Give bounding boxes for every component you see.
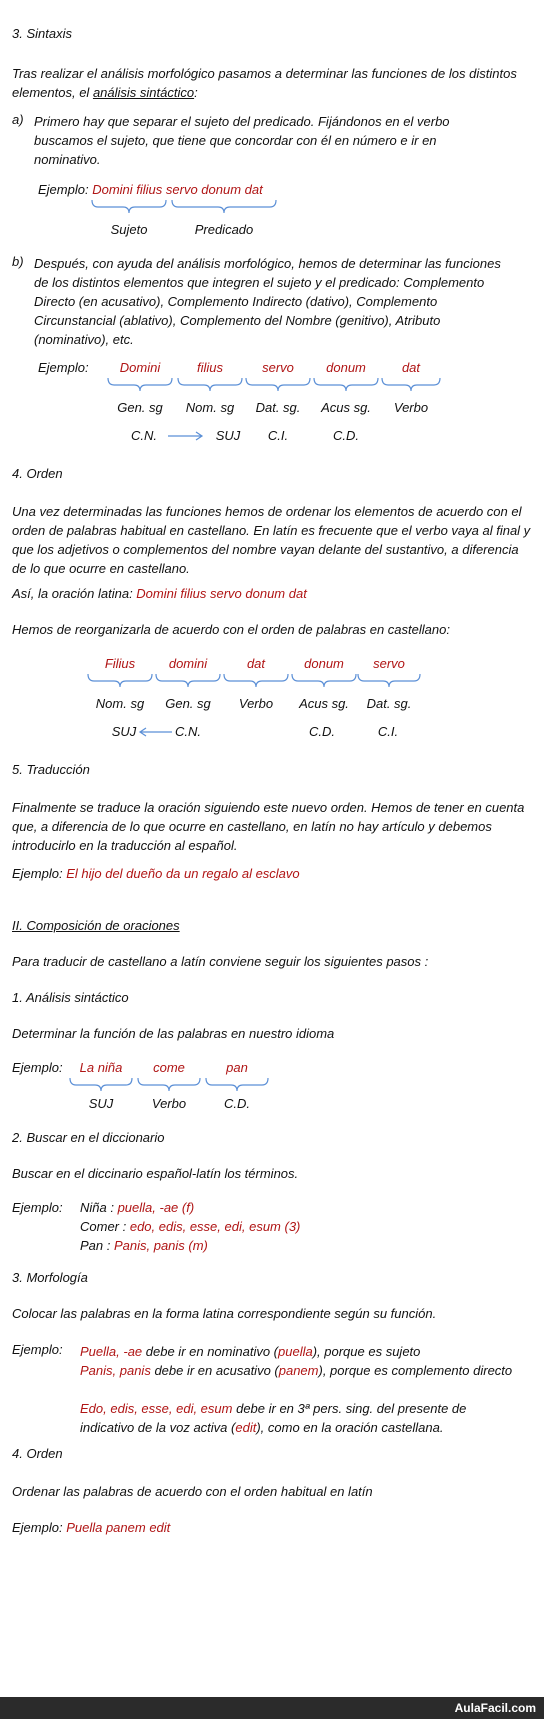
explanation: ), porque es sujeto — [312, 1344, 421, 1359]
step-title-morfologia: 3. Morfología — [12, 1270, 88, 1285]
list-marker-a: a) — [12, 112, 24, 127]
ex2-func: C.I. — [267, 428, 289, 443]
section-title-sintaxis: 3. Sintaxis — [12, 26, 72, 41]
c2-example-label: Ejemplo: — [12, 1200, 63, 1215]
ex2-case: Gen. sg — [117, 400, 163, 415]
ex3-case: Dat. sg. — [366, 696, 412, 711]
latin-form: puella — [278, 1344, 313, 1359]
example-sentence: Domini filius servo donum dat — [92, 182, 263, 197]
list-marker-b: b) — [12, 254, 24, 269]
oracion-latina-sentence: Domini filius servo donum dat — [136, 586, 307, 601]
ex2-func: SUJ — [215, 428, 241, 443]
oracion-latina-label: Así, la oración latina: — [12, 586, 137, 601]
arrow-left-icon — [140, 728, 172, 736]
ex3-func: SUJ — [111, 724, 137, 739]
latin-form: Edo, edis, esse, edi, esum — [80, 1401, 233, 1416]
orden-text: Una vez determinadas las funciones hemos de ordenar los elementos de acuerdo con el orden de palabras habitual en castellano. En latín es frecuente que el verbo vaya al final y que los adjetivos o complementos del nombre vayan delante del sustantivo, a diferencia de lo que ocurre en castellano. — [12, 504, 531, 576]
section-title-orden: 4. Orden — [12, 466, 63, 481]
ex2-case: Nom. sg — [185, 400, 235, 415]
predicado-label: Predicado — [194, 222, 254, 237]
c1-func: SUJ — [88, 1096, 114, 1111]
example-label: Ejemplo: — [12, 1520, 67, 1535]
section-title-traduccion: 5. Traducción — [12, 762, 90, 777]
ex3-func: C.N. — [175, 724, 201, 739]
brace — [70, 1078, 132, 1091]
traduccion-text: Finalmente se traduce la oración siguiendo este nuevo orden. Hemos de tener en cuenta que, a diferencia de lo que ocurre en castellano, en latín no hay artículo y debemos introducirlo en la traducción al español. — [12, 800, 525, 853]
ex1-braces — [92, 200, 276, 213]
step-text-morfologia: Colocar las palabras en la forma latina correspondiente según su función. — [12, 1306, 437, 1321]
ex3-word: domini — [168, 656, 208, 671]
entry-term: Niña : — [80, 1200, 118, 1215]
latin-form: panem — [278, 1363, 319, 1378]
intro-colon: : — [194, 85, 198, 100]
step-text-diccionario: Buscar en el diccinario español-latín los términos. — [12, 1166, 299, 1181]
analisis-sintactico-term: análisis sintáctico — [92, 85, 195, 100]
arrow-right-icon — [168, 432, 202, 440]
footer-brand[interactable]: AulaFacil.com — [454, 1701, 536, 1715]
ex2-case: Verbo — [393, 400, 429, 415]
c1-braces — [70, 1078, 268, 1091]
brace — [138, 1078, 200, 1091]
entry-value: Panis, panis (m) — [113, 1238, 208, 1253]
brace — [358, 674, 420, 687]
example-2-label: Ejemplo: — [38, 360, 89, 375]
latin-form: Puella, -ae — [80, 1344, 143, 1359]
explanation: debe ir en nominativo ( — [142, 1344, 279, 1359]
entry-value: puella, -ae (f) — [117, 1200, 195, 1215]
explanation: debe ir en acusativo ( — [150, 1363, 279, 1378]
section-title-composicion: II. Composición de oraciones — [12, 918, 180, 933]
sujeto-label: Sujeto — [110, 222, 148, 237]
ex3-case: Nom. sg — [95, 696, 145, 711]
composicion-intro: Para traducir de castellano a latín conviene seguir los siguientes pasos : — [12, 954, 429, 969]
brace-predicado — [172, 200, 276, 213]
brace — [206, 1078, 268, 1091]
ex2-word: filius — [196, 360, 223, 375]
entry-term: Comer : — [80, 1219, 130, 1234]
c3-example-label: Ejemplo: — [12, 1342, 63, 1357]
example-label: Ejemplo: — [12, 866, 67, 881]
brace — [314, 378, 378, 391]
entry-term: Pan : — [80, 1238, 114, 1253]
ex2-case: Dat. sg. — [255, 400, 301, 415]
ex3-braces — [88, 674, 420, 736]
ex2-word: servo — [262, 360, 294, 375]
brace — [88, 674, 152, 687]
step-text-orden: Ordenar las palabras de acuerdo con el orden habitual en latín — [12, 1484, 373, 1499]
c1-func: Verbo — [151, 1096, 187, 1111]
ex2-braces — [108, 378, 440, 440]
step-title-orden: 4. Orden — [12, 1446, 63, 1461]
example-label: Ejemplo: — [38, 182, 93, 197]
brace — [156, 674, 220, 687]
ex2-case: Acus sg. — [321, 400, 371, 415]
c1-word: La niña — [79, 1060, 123, 1075]
brace-sujeto — [92, 200, 166, 213]
explanation: debe ir en 3ª pers. sing. del presente de indicativo de la voz activa ( — [80, 1401, 467, 1435]
ex2-word: donum — [326, 360, 366, 375]
latin-sentence: Puella panem edit — [66, 1520, 171, 1535]
intro-text: Tras realizar el análisis morfológico pasamos a determinar las funciones de los distintos elementos, el — [12, 66, 517, 100]
explanation: ), como en la oración castellana. — [256, 1420, 444, 1435]
ex2-func: C.D. — [333, 428, 359, 443]
ex3-func: C.D. — [309, 724, 335, 739]
step-title-diccionario: 2. Buscar en el diccionario — [12, 1130, 165, 1145]
c1-word: come — [153, 1060, 185, 1075]
reorganizar-text: Hemos de reorganizarla de acuerdo con el orden de palabras en castellano: — [12, 622, 450, 637]
step-text-analisis: Determinar la función de las palabras en nuestro idioma — [12, 1026, 335, 1041]
ex3-word: Filius — [104, 656, 136, 671]
entry-value: edo, edis, esse, edi, esum (3) — [129, 1219, 301, 1234]
c1-func: C.D. — [224, 1096, 250, 1111]
point-a-text: Primero hay que separar el sujeto del predicado. Fijándonos en el verbo buscamos el sujeto, que tiene que concordar con él en número e ir en nominativo. — [34, 114, 450, 167]
brace — [292, 674, 356, 687]
ex3-case: Gen. sg — [165, 696, 211, 711]
ex3-word: donum — [304, 656, 344, 671]
latin-form: Panis, panis — [80, 1363, 151, 1378]
ex3-func: C.I. — [377, 724, 399, 739]
ex3-case: Verbo — [238, 696, 274, 711]
ex3-case: Acus sg. — [299, 696, 349, 711]
ex2-word: Domini — [119, 360, 161, 375]
step-title-analisis: 1. Análisis sintáctico — [12, 990, 129, 1005]
point-b-text: Después, con ayuda del análisis morfológico, hemos de determinar las funciones de los distintos elementos que integren el sujeto y el predicado: Complemento Directo (en acusativo), Complemento Indirecto (dativo), Complemento Circunstancial (ablativo), Complemento del Nombre (genitivo), Atributo (nominativo), etc. — [34, 256, 501, 347]
c1-word: pan — [226, 1060, 248, 1075]
ex2-word: dat — [401, 360, 421, 375]
explanation: ), porque es complemento directo — [318, 1363, 513, 1378]
ex3-word: servo — [373, 656, 405, 671]
translated-sentence: El hijo del dueño da un regalo al esclavo — [66, 866, 300, 881]
brace — [108, 378, 172, 391]
brace — [382, 378, 440, 391]
ex2-func: C.N. — [131, 428, 157, 443]
brace — [246, 378, 310, 391]
latin-form: edit — [235, 1420, 257, 1435]
brace — [178, 378, 242, 391]
c1-example-label: Ejemplo: — [12, 1060, 63, 1075]
brace — [224, 674, 288, 687]
ex3-word: dat — [246, 656, 266, 671]
